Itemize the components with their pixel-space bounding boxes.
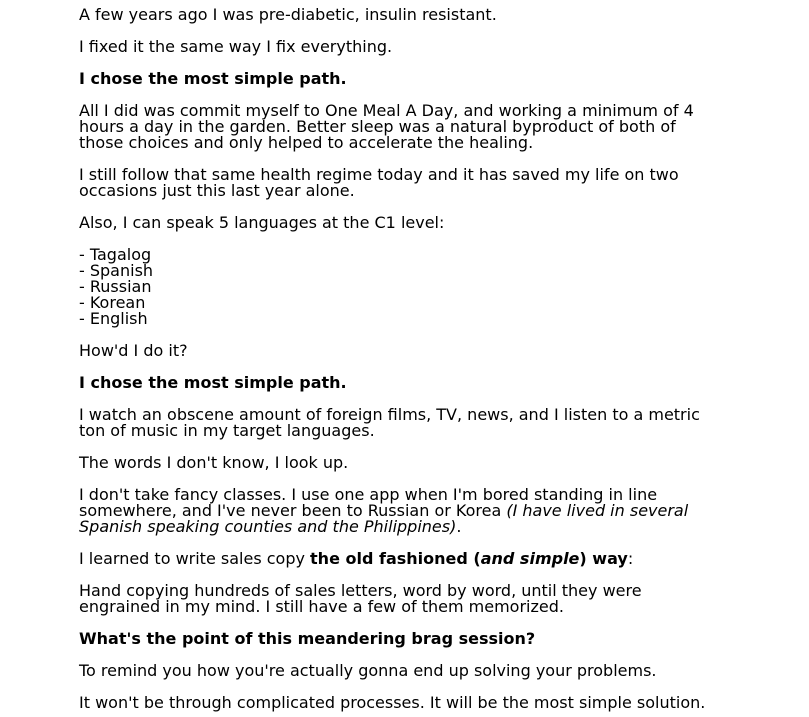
heading-simple-path-2: I chose the most simple path. [79, 373, 347, 392]
language-item: - English [79, 309, 148, 328]
paragraph-remind: To remind you how you're actually gonna end up solving your problems. [79, 661, 657, 680]
paragraph-foreign-films: I watch an obscene amount of foreign films, TV, news, and I listen to a metric ton of music in my target languages. [79, 405, 700, 440]
language-list [79, 247, 719, 327]
paragraph-languages-intro: Also, I can speak 5 languages at the C1 level: [79, 213, 445, 232]
language-item: - Korean [79, 293, 146, 312]
paragraph-prediabetic: A few years ago I was pre-diabetic, insulin resistant. [79, 5, 497, 24]
language-item: - Russian [79, 277, 152, 296]
no-classes-italic: (I have lived in several Spanish speaking counties and the Philippines) [79, 501, 689, 536]
sales-copy-bold [310, 549, 628, 568]
paragraph-fixed-it: I fixed it the same way I fix everything. [79, 37, 393, 56]
paragraph-health-regime: I still follow that same health regime today and it has saved my life on two occasions just this last year alone. [79, 165, 679, 200]
no-classes-period: . [456, 517, 462, 536]
sales-copy-bold-italic: and simple [480, 549, 580, 568]
sales-copy-bold-1: the old fashioned ( [310, 549, 481, 568]
paragraph-sales-copy [79, 551, 719, 567]
article-body [79, 0, 719, 711]
heading-point: What's the point of this meandering brag session? [79, 629, 536, 648]
paragraph-no-classes [79, 487, 719, 535]
language-item: - Tagalog [79, 245, 152, 264]
sales-copy-bold-2: ) way [579, 549, 628, 568]
sales-copy-colon: : [627, 549, 634, 568]
paragraph-hand-copying: Hand copying hundreds of sales letters, word by word, until they were engrained in my mind. I still have a few of them memorized. [79, 581, 642, 616]
paragraph-one-meal: All I did was commit myself to One Meal A Day, and working a minimum of 4 hours a day in the garden. Better sleep was a natural byproduct of both of those choices and only helped to accelerate the healing. [79, 101, 694, 152]
heading-simple-path-1: I chose the most simple path. [79, 69, 347, 88]
no-classes-text: I don't take fancy classes. I use one app when I'm bored standing in line somewhere, and I've never been to Russian or Korea [79, 485, 658, 520]
paragraph-look-up: The words I don't know, I look up. [79, 453, 349, 472]
paragraph-simple-solution: It won't be through complicated processes. It will be the most simple solution. [79, 693, 706, 712]
sales-copy-start: I learned to write sales copy [79, 549, 311, 568]
language-item: - Spanish [79, 261, 154, 280]
paragraph-how-did-i: How'd I do it? [79, 341, 188, 360]
